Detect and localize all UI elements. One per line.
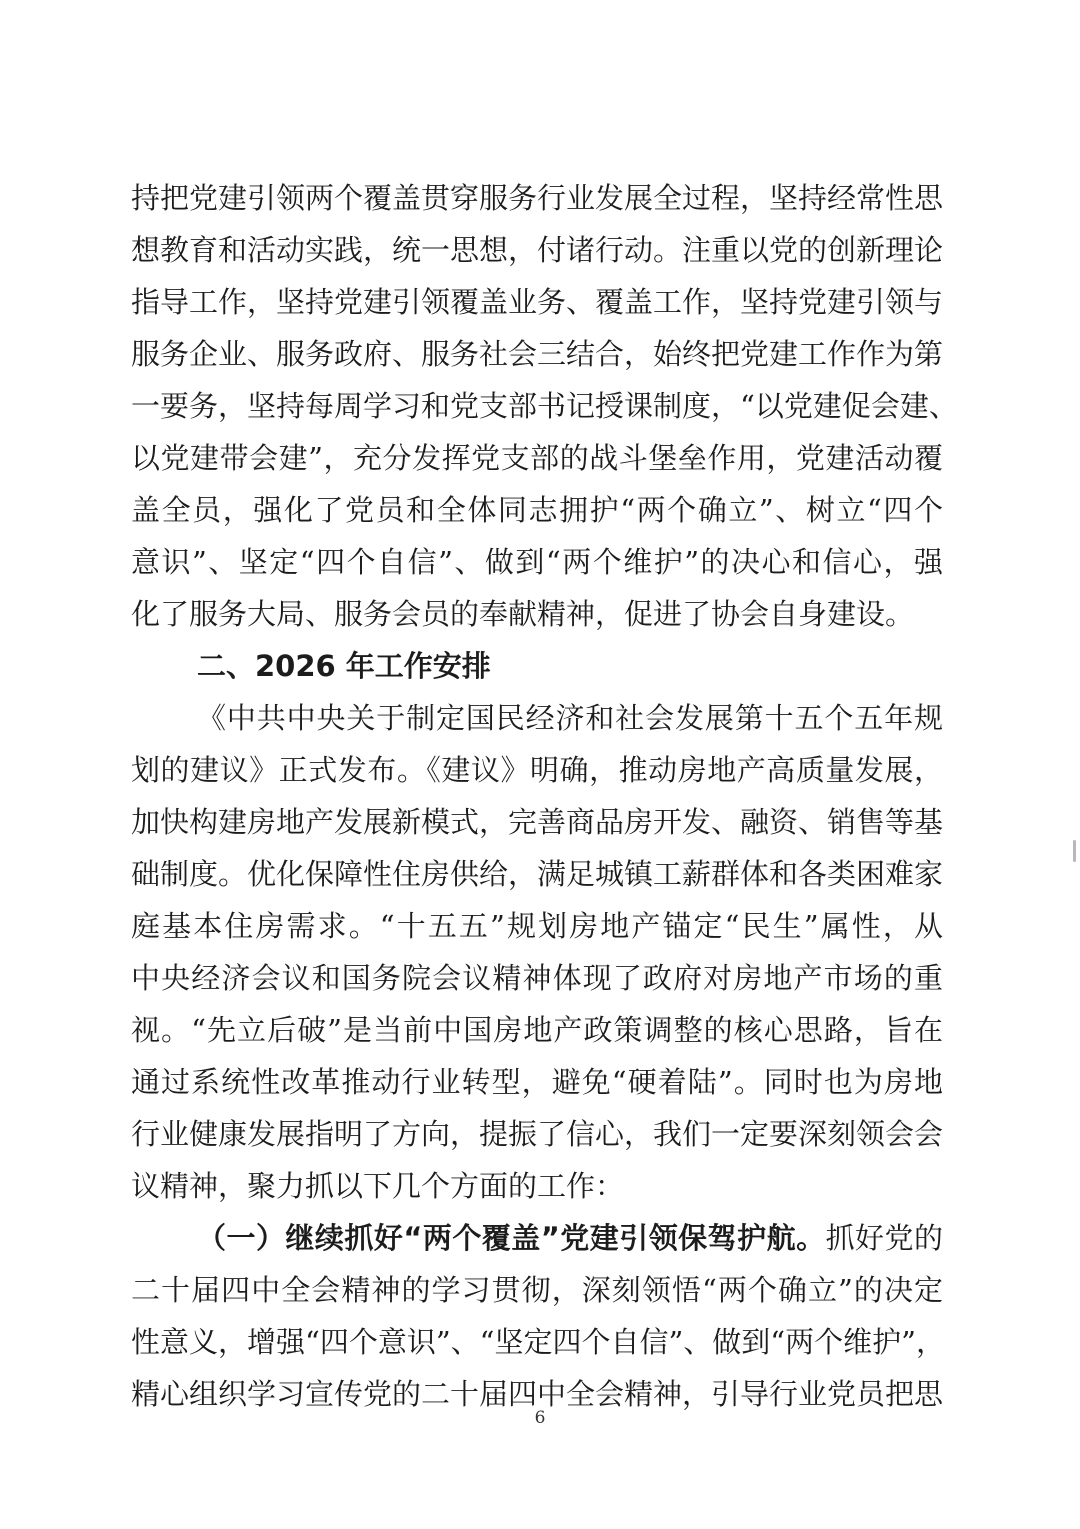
- text-line: 议精神，聚力抓以下几个方面的工作：: [131, 1169, 625, 1203]
- subsection-text: 抓好党的: [825, 1221, 943, 1255]
- text-line: 一要务，坚持每周学习和党支部书记授课制度，“以党建促会建、: [131, 389, 958, 423]
- text-line: 《中共中央关于制定国民经济和社会发展第十五个五年规: [197, 701, 943, 735]
- text-line: 精心组织学习宣传党的二十届四中全会精神，引导行业党员把思: [131, 1377, 944, 1411]
- page-number: 6: [534, 1408, 546, 1428]
- text-line: 化了服务大局、服务会员的奉献精神，促进了协会自身建设。: [131, 597, 915, 631]
- text-line: 通过系统性改革推动行业转型，避免“硬着陆”。同时也为房地: [131, 1065, 943, 1099]
- text-line: 服务企业、服务政府、服务社会三结合，始终把党建工作作为第: [131, 337, 944, 371]
- text-line: 础制度。优化保障性住房供给，满足城镇工薪群体和各类困难家: [131, 857, 944, 891]
- text-line: 以党建带会建”，充分发挥党支部的战斗堡垒作用，党建活动覆: [131, 441, 943, 475]
- text-line: 持把党建引领两个覆盖贯穿服务行业发展全过程，坚持经常性思: [131, 181, 944, 215]
- subsection-line: [197, 1212, 943, 1264]
- text-line: 意识”、坚定“四个自信”、做到“两个维护”的决心和信心，强: [131, 545, 943, 579]
- text-line: 指导工作，坚持党建引领覆盖业务、覆盖工作，坚持党建引领与: [131, 285, 944, 319]
- scan-edge-mark: [1073, 840, 1076, 862]
- text-line: 视。“先立后破”是当前中国房地产政策调整的核心思路，旨在: [131, 1013, 943, 1047]
- subsection-heading: （一）继续抓好“两个覆盖”党建引领保驾护航。: [197, 1221, 826, 1255]
- text-line: 行业健康发展指明了方向，提振了信心，我们一定要深刻领会会: [131, 1117, 944, 1151]
- text-line: 想教育和活动实践，统一思想，付诸行动。注重以党的创新理论: [131, 233, 944, 267]
- text-line: 庭基本住房需求。“十五五”规划房地产锚定“民生”属性，从: [131, 909, 943, 943]
- text-line: 盖全员，强化了党员和全体同志拥护“两个确立”、树立“四个: [131, 493, 943, 527]
- text-line: 加快构建房地产发展新模式，完善商品房开发、融资、销售等基: [131, 805, 944, 839]
- text-line: 二十届四中全会精神的学习贯彻，深刻领悟“两个确立”的决定: [131, 1273, 943, 1307]
- text-line: 中央经济会议和国务院会议精神体现了政府对房地产市场的重: [131, 961, 943, 995]
- section-heading: 二、2026 年工作安排: [197, 649, 491, 683]
- text-line: 性意义，增强“四个意识”、“坚定四个自信”、做到“两个维护”，: [131, 1325, 945, 1359]
- text-line: 划的建议》正式发布。《建议》明确，推动房地产高质量发展，: [131, 753, 943, 787]
